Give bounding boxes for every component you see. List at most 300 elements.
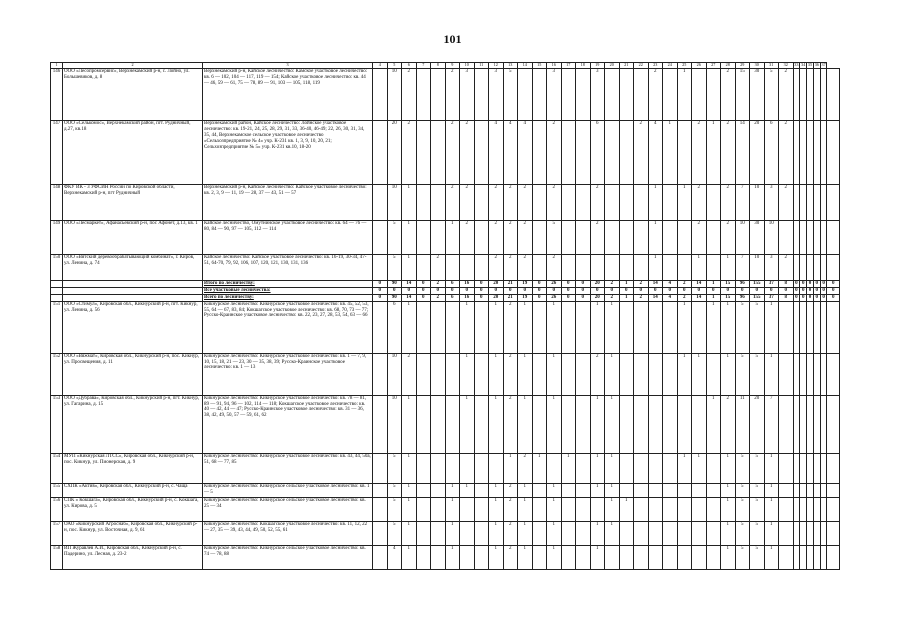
value-cell: 2 — [692, 121, 707, 185]
value-cell: 2 — [503, 353, 518, 395]
value-cell: 5 — [735, 483, 750, 497]
value-cell: 1 — [547, 395, 562, 453]
value-cell — [373, 521, 388, 545]
value-cell: 1 — [721, 483, 736, 497]
summary-value-cell: 2 — [634, 294, 649, 301]
value-cell: 2 — [721, 395, 736, 453]
value-cell — [619, 121, 634, 185]
value-cell: 5 — [750, 353, 765, 395]
value-cell — [800, 453, 807, 483]
value-cell: 2 — [547, 185, 562, 221]
summary-value-cell: 2 — [677, 294, 692, 301]
summary-blank-cell — [51, 287, 63, 294]
summary-value-cell: 0 — [474, 294, 489, 301]
value-cell: 1 — [402, 185, 417, 221]
value-cell: 10 — [387, 69, 402, 121]
value-cell — [474, 395, 489, 453]
table-row — [51, 185, 840, 221]
value-cell: 1 — [402, 255, 417, 281]
value-cell: 1 — [706, 395, 721, 453]
location-cell: Кайское лесничество: Кайское участковое лесничество: кв. 16-19, 30-34, 47-51, 64-70, 79, 92, 106, 107, 120, 121, 130, 131, 136 — [203, 255, 373, 281]
value-cell — [373, 121, 388, 185]
value-cell — [561, 185, 576, 221]
value-cell: 5 — [735, 453, 750, 483]
value-cell — [619, 395, 634, 453]
value-cell — [793, 453, 800, 483]
organization-cell: СХПК «Актив», Кировская обл., Кикнурский р-н, с. Чаща — [63, 483, 203, 497]
value-cell: 1 — [547, 545, 562, 569]
value-cell: 1 — [764, 453, 779, 483]
column-number-cell: 30 — [750, 63, 765, 69]
summary-value-cell: 0 — [721, 287, 736, 294]
table-row — [51, 521, 840, 545]
summary-label-cell: Все участковые лесничества: — [203, 287, 373, 294]
value-cell — [474, 301, 489, 353]
value-cell: 1 — [402, 395, 417, 453]
value-cell — [692, 301, 707, 353]
value-cell — [706, 453, 721, 483]
value-cell — [827, 301, 840, 353]
page-number: 101 — [443, 32, 462, 46]
value-cell: 1 — [721, 353, 736, 395]
table-row — [51, 545, 840, 569]
value-cell — [474, 221, 489, 255]
value-cell — [576, 353, 591, 395]
value-cell — [460, 497, 475, 521]
value-cell — [677, 255, 692, 281]
summary-value-cell: 0 — [474, 281, 489, 288]
value-cell: 10 — [764, 221, 779, 255]
value-cell: 1 — [764, 353, 779, 395]
value-cell — [663, 521, 678, 545]
value-cell — [820, 69, 827, 121]
summary-value-cell: 0 — [677, 287, 692, 294]
column-number-cell: 12 — [489, 63, 504, 69]
summary-value-cell: 16 — [460, 281, 475, 288]
value-cell — [474, 545, 489, 569]
column-number-cell: 13 — [503, 63, 518, 69]
value-cell — [800, 395, 807, 453]
value-cell — [807, 545, 814, 569]
summary-value-cell: 4 — [663, 294, 678, 301]
value-cell — [677, 497, 692, 521]
value-cell: 10 — [387, 353, 402, 395]
value-cell: 1 — [489, 301, 504, 353]
value-cell — [793, 545, 800, 569]
value-cell — [663, 453, 678, 483]
column-number-cell: 18 — [576, 63, 591, 69]
value-cell: 1 — [590, 545, 605, 569]
value-cell — [677, 483, 692, 497]
value-cell: 2 — [431, 255, 446, 281]
row-number-cell: 154 — [51, 453, 63, 483]
value-cell: 2 — [503, 521, 518, 545]
column-number-cell: 36 — [814, 62, 819, 67]
value-cell — [800, 255, 807, 281]
summary-value-cell: 96 — [735, 294, 750, 301]
value-cell: 20 — [750, 395, 765, 453]
value-cell: 1 — [590, 301, 605, 353]
value-cell: 2 — [779, 185, 794, 221]
value-cell — [793, 497, 800, 521]
summary-value-cell: 0 — [807, 294, 814, 301]
value-cell — [373, 395, 388, 453]
value-cell — [793, 301, 800, 353]
value-cell — [807, 121, 814, 185]
value-cell — [692, 483, 707, 497]
value-cell — [576, 185, 591, 221]
value-cell: 2 — [692, 221, 707, 255]
summary-value-cell: 0 — [692, 287, 707, 294]
value-cell: 1 — [648, 185, 663, 221]
location-cell: Кикнурское лесничество: Кикнурское сельское участковое лесничество: кв. 25 — 34 — [203, 497, 373, 521]
summary-value-cell: 14 — [402, 294, 417, 301]
value-cell — [373, 301, 388, 353]
summary-value-cell: 19 — [518, 294, 533, 301]
value-cell — [807, 483, 814, 497]
summary-value-cell: 0 — [474, 287, 489, 294]
value-cell — [576, 301, 591, 353]
value-cell: 2 — [460, 185, 475, 221]
table-row — [51, 255, 840, 281]
summary-row — [51, 294, 840, 301]
value-cell: 2 — [518, 185, 533, 221]
value-cell — [561, 497, 576, 521]
value-cell — [820, 301, 827, 353]
value-cell — [800, 353, 807, 395]
value-cell: 1 — [489, 545, 504, 569]
value-cell — [706, 497, 721, 521]
summary-value-cell: 90 — [387, 281, 402, 288]
value-cell — [692, 545, 707, 569]
summary-value-cell: 0 — [764, 287, 779, 294]
value-cell — [373, 255, 388, 281]
value-cell — [634, 395, 649, 453]
summary-value-cell: 0 — [735, 287, 750, 294]
value-cell — [779, 497, 794, 521]
value-cell — [445, 255, 460, 281]
value-cell: 5 — [750, 453, 765, 483]
value-cell — [605, 121, 620, 185]
row-number-cell: 151 — [51, 301, 63, 353]
value-cell — [706, 255, 721, 281]
location-cell: Верхнекамский р-н, Кайское лесничество: Кайское участковое лесничество: кв. 2, 3, 9 — 11, 19 — 28, 37 — 43, 51 — 57 — [203, 185, 373, 221]
value-cell — [619, 185, 634, 221]
value-cell — [532, 483, 547, 497]
value-cell: 5 — [387, 497, 402, 521]
summary-value-cell: 0 — [648, 287, 663, 294]
value-cell: 5 — [750, 521, 765, 545]
value-cell: 2 — [503, 221, 518, 255]
column-number-cell: 14 — [518, 63, 533, 69]
summary-value-cell: 0 — [813, 294, 820, 301]
value-cell — [634, 255, 649, 281]
summary-value-cell: 0 — [820, 287, 827, 294]
value-cell: 1 — [402, 221, 417, 255]
summary-value-cell: 0 — [793, 287, 800, 294]
summary-value-cell: 2 — [605, 294, 620, 301]
value-cell — [820, 521, 827, 545]
summary-value-cell: 90 — [387, 294, 402, 301]
summary-value-cell: 0 — [827, 294, 840, 301]
value-cell: 7 — [764, 395, 779, 453]
organization-cell: СПК « Кокшага», Кировская обл., Кикнурский р-н, с. Кокшага, ул. Кирова, д. 5 — [63, 497, 203, 521]
summary-value-cell: 0 — [807, 281, 814, 288]
value-cell: 1 — [764, 483, 779, 497]
row-number-cell: 156 — [51, 497, 63, 521]
value-cell: 2 — [402, 69, 417, 121]
value-cell — [677, 521, 692, 545]
summary-value-cell: 0 — [561, 287, 576, 294]
summary-value-cell: 1 — [706, 294, 721, 301]
value-cell: 5 — [547, 221, 562, 255]
value-cell — [590, 255, 605, 281]
summary-value-cell: 6 — [445, 294, 460, 301]
value-cell — [416, 453, 431, 483]
value-cell — [779, 301, 794, 353]
value-cell: 1 — [518, 301, 533, 353]
value-cell — [663, 255, 678, 281]
value-cell — [800, 185, 807, 221]
value-cell — [460, 521, 475, 545]
table-row — [51, 301, 840, 353]
value-cell — [677, 395, 692, 453]
table-row — [51, 353, 840, 395]
summary-value-cell: 6 — [445, 281, 460, 288]
value-cell: 1 — [692, 453, 707, 483]
value-cell — [813, 121, 820, 185]
value-cell — [820, 185, 827, 221]
value-cell — [634, 221, 649, 255]
value-cell — [648, 497, 663, 521]
value-cell — [706, 483, 721, 497]
value-cell — [532, 521, 547, 545]
value-cell: 1 — [489, 497, 504, 521]
value-cell — [793, 221, 800, 255]
value-cell: 1 — [605, 453, 620, 483]
value-cell — [460, 255, 475, 281]
value-cell — [648, 453, 663, 483]
location-cell: Кикнурское лесничество: Кикнурское участковое лесничество: кв. 45, 52, 53, 55, 64 — 67, 83, 84; Кокшагское участковое лесничество: кв. 68, 70, 73 — 77; Русско-Краинское участковое лесничество: кв. 22, 23, 27, 28, 53, 54, 63 — 66 — [203, 301, 373, 353]
summary-value-cell: 21 — [503, 281, 518, 288]
value-cell — [779, 545, 794, 569]
value-cell: 10 — [750, 255, 765, 281]
value-cell — [807, 69, 814, 121]
column-number-cell: 25 — [677, 63, 692, 69]
value-cell: 10 — [387, 185, 402, 221]
summary-value-cell: 0 — [373, 281, 388, 288]
value-cell: 3 — [590, 69, 605, 121]
value-cell — [605, 545, 620, 569]
value-cell: 3 — [764, 185, 779, 221]
value-cell — [779, 453, 794, 483]
location-cell: Кикнурское лесничество: Кикнурское сельское участковое лесничество: кв. 1 — 5 — [203, 483, 373, 497]
value-cell — [813, 353, 820, 395]
location-cell: Кайское лесничество, Омутнинское участковое лесничество: кв. 64 — 76 — 80, 84 — 90, 97 — 105, 112 — 114 — [203, 221, 373, 255]
value-cell — [605, 221, 620, 255]
value-cell: 2 — [590, 185, 605, 221]
value-cell: 6 — [590, 121, 605, 185]
value-cell: 2 — [503, 395, 518, 453]
summary-blank-cell — [51, 294, 63, 301]
value-cell — [706, 545, 721, 569]
value-cell: 1 — [648, 221, 663, 255]
value-cell — [431, 301, 446, 353]
summary-value-cell: 14 — [692, 281, 707, 288]
value-cell: 5 — [387, 521, 402, 545]
value-cell: 1 — [547, 301, 562, 353]
value-cell: 1 — [677, 69, 692, 121]
value-cell — [619, 483, 634, 497]
value-cell: 2 — [518, 453, 533, 483]
value-cell: 2 — [692, 185, 707, 221]
value-cell: 1 — [402, 521, 417, 545]
value-cell — [779, 353, 794, 395]
value-cell: 14 — [735, 121, 750, 185]
value-cell — [634, 301, 649, 353]
summary-value-cell: 1 — [706, 281, 721, 288]
value-cell: 1 — [677, 301, 692, 353]
column-number-cell: 11 — [474, 63, 489, 69]
value-cell — [663, 301, 678, 353]
value-cell — [416, 255, 431, 281]
value-cell: 2 — [503, 255, 518, 281]
value-cell — [677, 221, 692, 255]
value-cell: 2 — [721, 69, 736, 121]
value-cell — [373, 221, 388, 255]
value-cell — [813, 545, 820, 569]
row-number-cell: 148 — [51, 185, 63, 221]
column-number-cell: 2 — [63, 63, 203, 69]
value-cell — [561, 353, 576, 395]
value-cell: 5 — [735, 301, 750, 353]
value-cell — [474, 453, 489, 483]
value-cell: 1 — [518, 497, 533, 521]
summary-value-cell: 0 — [416, 287, 431, 294]
value-cell — [561, 255, 576, 281]
summary-value-cell: 0 — [619, 287, 634, 294]
column-number-cell: 27 — [706, 63, 721, 69]
value-cell: 5 — [735, 353, 750, 395]
value-cell — [813, 255, 820, 281]
value-cell — [663, 395, 678, 453]
value-cell: 5 — [750, 497, 765, 521]
value-cell: 1 — [677, 185, 692, 221]
value-cell — [692, 521, 707, 545]
column-number-cell: 3 — [203, 63, 373, 69]
value-cell: 1 — [518, 395, 533, 453]
summary-value-cell: 0 — [706, 287, 721, 294]
value-cell: 5 — [387, 255, 402, 281]
summary-value-cell: 14 — [402, 281, 417, 288]
value-cell — [779, 395, 794, 453]
summary-value-cell: 20 — [590, 294, 605, 301]
value-cell: 2 — [503, 545, 518, 569]
summary-value-cell: 0 — [576, 294, 591, 301]
value-cell: 1 — [721, 545, 736, 569]
value-cell: 1 — [460, 301, 475, 353]
value-cell: 2 — [547, 121, 562, 185]
summary-value-cell: 0 — [460, 287, 475, 294]
summary-value-cell: 0 — [561, 281, 576, 288]
organization-cell: ФКУ ИК - 3 УФСИН России по Кировской области, Верхнекамский р-н, пгт Рудничный — [63, 185, 203, 221]
value-cell: 4 — [387, 545, 402, 569]
summary-value-cell: 0 — [503, 287, 518, 294]
summary-value-cell: 0 — [416, 281, 431, 288]
value-cell: 1 — [489, 395, 504, 453]
value-cell: 1 — [764, 521, 779, 545]
value-cell — [648, 395, 663, 453]
summary-value-cell: 0 — [387, 287, 402, 294]
value-cell: 10 — [750, 185, 765, 221]
value-cell — [416, 185, 431, 221]
value-cell — [793, 255, 800, 281]
value-cell: 5 — [387, 483, 402, 497]
value-cell: 2 — [445, 121, 460, 185]
column-number-cell: 37 — [821, 62, 826, 67]
value-cell — [807, 353, 814, 395]
value-cell: 1 — [721, 497, 736, 521]
summary-value-cell: 2 — [677, 281, 692, 288]
value-cell — [373, 185, 388, 221]
value-cell — [532, 185, 547, 221]
column-number-cell: 35 — [807, 62, 813, 67]
summary-value-cell: 0 — [820, 294, 827, 301]
summary-value-cell: 0 — [590, 287, 605, 294]
value-cell — [619, 545, 634, 569]
value-cell — [820, 483, 827, 497]
value-cell: 1 — [590, 521, 605, 545]
value-cell — [634, 69, 649, 121]
row-number-cell: 153 — [51, 395, 63, 453]
summary-value-cell: 0 — [576, 287, 591, 294]
summary-value-cell: 0 — [373, 287, 388, 294]
column-number-cell: 32 — [779, 63, 794, 69]
value-cell — [706, 353, 721, 395]
value-cell: 7 — [735, 255, 750, 281]
value-cell — [813, 185, 820, 221]
row-number-cell: 146 — [51, 69, 63, 121]
value-cell — [813, 395, 820, 453]
summary-value-cell: 0 — [807, 287, 814, 294]
value-cell — [619, 353, 634, 395]
value-cell: 1 — [402, 453, 417, 483]
summary-value-cell: 0 — [800, 287, 807, 294]
value-cell — [827, 255, 840, 281]
summary-value-cell: 15 — [721, 281, 736, 288]
value-cell: 20 — [750, 121, 765, 185]
value-cell: 1 — [561, 453, 576, 483]
value-cell — [807, 301, 814, 353]
summary-value-cell: 20 — [590, 281, 605, 288]
value-cell: 1 — [518, 545, 533, 569]
value-cell — [827, 221, 840, 255]
value-cell — [561, 121, 576, 185]
summary-value-cell: 2 — [634, 281, 649, 288]
value-cell — [373, 545, 388, 569]
value-cell — [813, 69, 820, 121]
value-cell — [706, 221, 721, 255]
value-cell — [807, 453, 814, 483]
value-cell — [793, 521, 800, 545]
row-number-cell: 155 — [51, 483, 63, 497]
value-cell: 1 — [489, 521, 504, 545]
table-row — [51, 395, 840, 453]
value-cell — [663, 353, 678, 395]
table-row — [51, 453, 840, 483]
value-cell: 2 — [779, 69, 794, 121]
value-cell — [663, 221, 678, 255]
